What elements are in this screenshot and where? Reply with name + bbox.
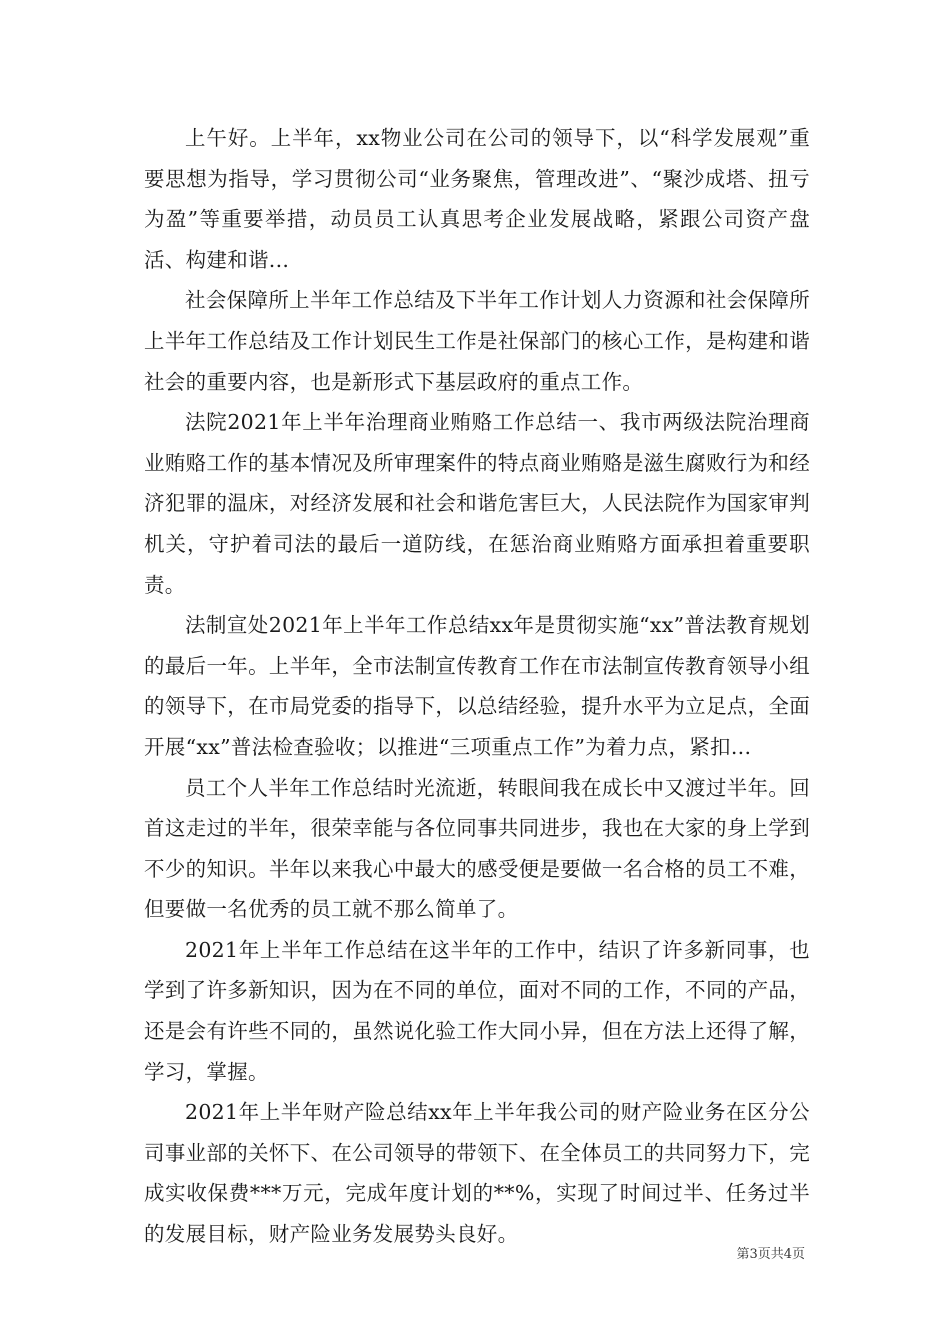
paragraph: 法院2021年上半年治理商业贿赂工作总结一、我市两级法院治理商业贿赂工作的基本情况及所审理案件的特点商业贿赂是滋生腐败行为和经济犯罪的温床，对经济发展和社会和谐危害巨大，人民法院作为国家审判机关，守护着司法的最后一道防线，在惩治商业贿赂方面承担着重要职责。 [144,410,810,597]
paragraph: 2021年上半年工作总结在这半年的工作中，结识了许多新同事，也学到了许多新知识，因为在不同的单位，面对不同的工作，不同的产品，还是会有许些不同的，虽然说化验工作大同小异，但在方法上还得了解，学习，掌握。 [144,937,810,1084]
page-number: 第3页共4页 [736,1247,805,1262]
paragraph: 2021年上半年财产险总结xx年上半年我公司的财产险业务在区分公司事业部的关怀下、在公司领导的带领下、在全体员工的共同努力下，完成实收保费***万元，完成年度计划的**%，实现了时间过半、任务过半的发展目标，财产险业务发展势头良好。 [144,1100,810,1247]
paragraph: 上午好。上半年，xx物业公司在公司的领导下，以“科学发展观”重要思想为指导，学习贯彻公司“业务聚焦，管理改进”、“聚沙成塔、扭亏为盈”等重要举措，动员员工认真思考企业发展战略，紧跟公司资产盘活、构建和谐... [144,126,810,272]
paragraph: 员工个人半年工作总结时光流逝，转眼间我在成长中又渡过半年。回首这走过的半年，很荣幸能与各位同事共同进步，我也在大家的身上学到不少的知识。半年以来我心中最大的感受便是要做一名合格的员工不难，但要做一名优秀的员工就不那么简单了。 [144,775,810,922]
paragraph: 法制宣处2021年上半年工作总结xx年是贯彻实施“xx”普法教育规划的最后一年。上半年，全市法制宣传教育工作在市法制宣传教育领导小组的领导下，在市局党委的指导下，以总结经验，提升水平为立足点，全面开展“xx”普法检查验收；以推进“三项重点工作”为着力点，紧扣... [144,613,810,759]
document-body [144,118,810,1255]
paragraph: 社会保障所上半年工作总结及下半年工作计划人力资源和社会保障所上半年工作总结及工作计划民生工作是社保部门的核心工作，是构建和谐社会的重要内容，也是新形式下基层政府的重点工作。 [144,288,810,394]
